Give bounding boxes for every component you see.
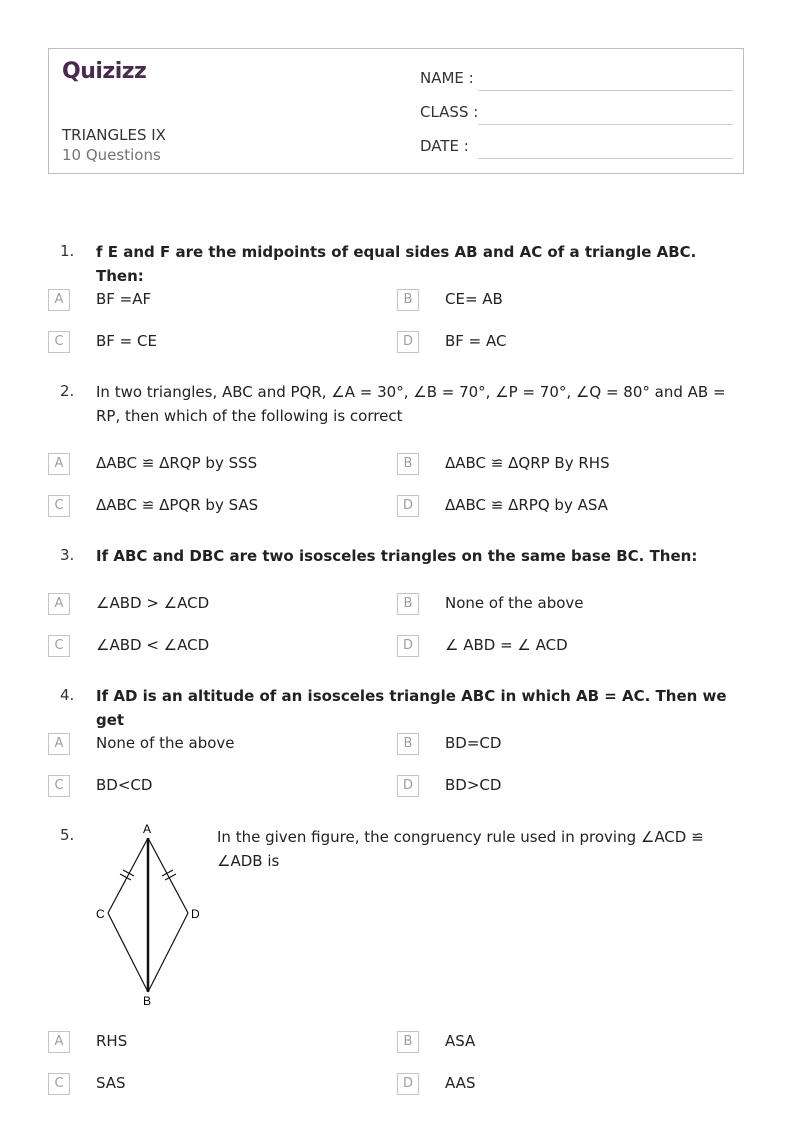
- option-letter: C: [48, 775, 70, 797]
- class-line[interactable]: [478, 124, 733, 125]
- question-number: 5.: [60, 826, 75, 844]
- option-text: BD<CD: [96, 776, 153, 794]
- option-text: ΔABC ≌ ΔRPQ by ASA: [445, 496, 608, 514]
- vertex-label-c: C: [96, 907, 105, 921]
- class-field[interactable]: [420, 103, 733, 123]
- option-text: ΔABC ≌ ΔPQR by SAS: [96, 496, 259, 514]
- option-letter: B: [397, 593, 419, 615]
- option-letter: C: [48, 495, 70, 517]
- worksheet-header: [48, 48, 744, 174]
- option-letter: A: [48, 289, 70, 311]
- option-letter: B: [397, 733, 419, 755]
- option-text: BD=CD: [445, 734, 502, 752]
- option-letter: B: [397, 453, 419, 475]
- question-number: 1.: [60, 242, 75, 260]
- option-text: None of the above: [445, 594, 584, 612]
- quizizz-logo: Quizizz: [62, 59, 147, 84]
- option-letter: C: [48, 1073, 70, 1095]
- kite-figure: [92, 820, 212, 1010]
- worksheet-title: TRIANGLES IX: [62, 126, 166, 144]
- side-cb: [108, 913, 148, 992]
- option-text: BF = AC: [445, 332, 507, 350]
- option-text: RHS: [96, 1032, 128, 1050]
- option-text: SAS: [96, 1074, 126, 1092]
- name-label: NAME :: [420, 69, 474, 87]
- question-number: 2.: [60, 382, 75, 400]
- option-text: ΔABC ≌ ΔRQP by SSS: [96, 454, 258, 472]
- option-letter: D: [397, 635, 419, 657]
- question-text: In two triangles, ABC and PQR, ∠A = 30°, ∠B = 70°, ∠P = 70°, ∠Q = 80° and AB = RP, then which of the following is correct: [96, 383, 726, 425]
- name-line[interactable]: [478, 90, 733, 91]
- option-letter: D: [397, 775, 419, 797]
- side-ac: [108, 838, 148, 913]
- option-text: ∠ABD < ∠ACD: [96, 636, 210, 654]
- date-field[interactable]: [420, 137, 733, 157]
- option-letter: A: [48, 593, 70, 615]
- option-letter: B: [397, 1031, 419, 1053]
- option-letter: D: [397, 331, 419, 353]
- option-text: BF =AF: [96, 290, 152, 308]
- option-letter: A: [48, 453, 70, 475]
- side-ad: [148, 838, 188, 913]
- option-text: ΔABC ≌ ΔQRP By RHS: [445, 454, 610, 472]
- option-letter: D: [397, 495, 419, 517]
- option-letter: A: [48, 1031, 70, 1053]
- option-text: BF = CE: [96, 332, 157, 350]
- question-number: 4.: [60, 686, 75, 704]
- class-label: CLASS :: [420, 103, 479, 121]
- question-number: 3.: [60, 546, 75, 564]
- option-letter: A: [48, 733, 70, 755]
- question-count: 10 Questions: [62, 146, 161, 164]
- vertex-label-a: A: [143, 822, 152, 836]
- option-text: BD>CD: [445, 776, 502, 794]
- question-text: If ABC and DBC are two isosceles triangles on the same base BC. Then:: [96, 547, 698, 565]
- option-text: ∠ABD > ∠ACD: [96, 594, 210, 612]
- option-text: None of the above: [96, 734, 235, 752]
- side-db: [148, 913, 188, 992]
- option-letter: D: [397, 1073, 419, 1095]
- date-line[interactable]: [478, 158, 733, 159]
- option-letter: C: [48, 635, 70, 657]
- date-label: DATE :: [420, 137, 469, 155]
- vertex-label-b: B: [143, 994, 152, 1008]
- question-text: If AD is an altitude of an isosceles triangle ABC in which AB = AC. Then we get: [96, 687, 727, 729]
- option-text: ∠ ABD = ∠ ACD: [445, 636, 568, 654]
- question-text: In the given figure, the congruency rule used in proving ∠ACD ≌ ∠ADB is: [217, 828, 704, 870]
- option-letter: C: [48, 331, 70, 353]
- vertex-label-d: D: [191, 907, 200, 921]
- option-text: CE= AB: [445, 290, 503, 308]
- question-text: f E and F are the midpoints of equal sides AB and AC of a triangle ABC. Then:: [96, 243, 697, 285]
- option-letter: B: [397, 289, 419, 311]
- option-text: ASA: [445, 1032, 476, 1050]
- option-text: AAS: [445, 1074, 476, 1092]
- name-field[interactable]: [420, 69, 733, 89]
